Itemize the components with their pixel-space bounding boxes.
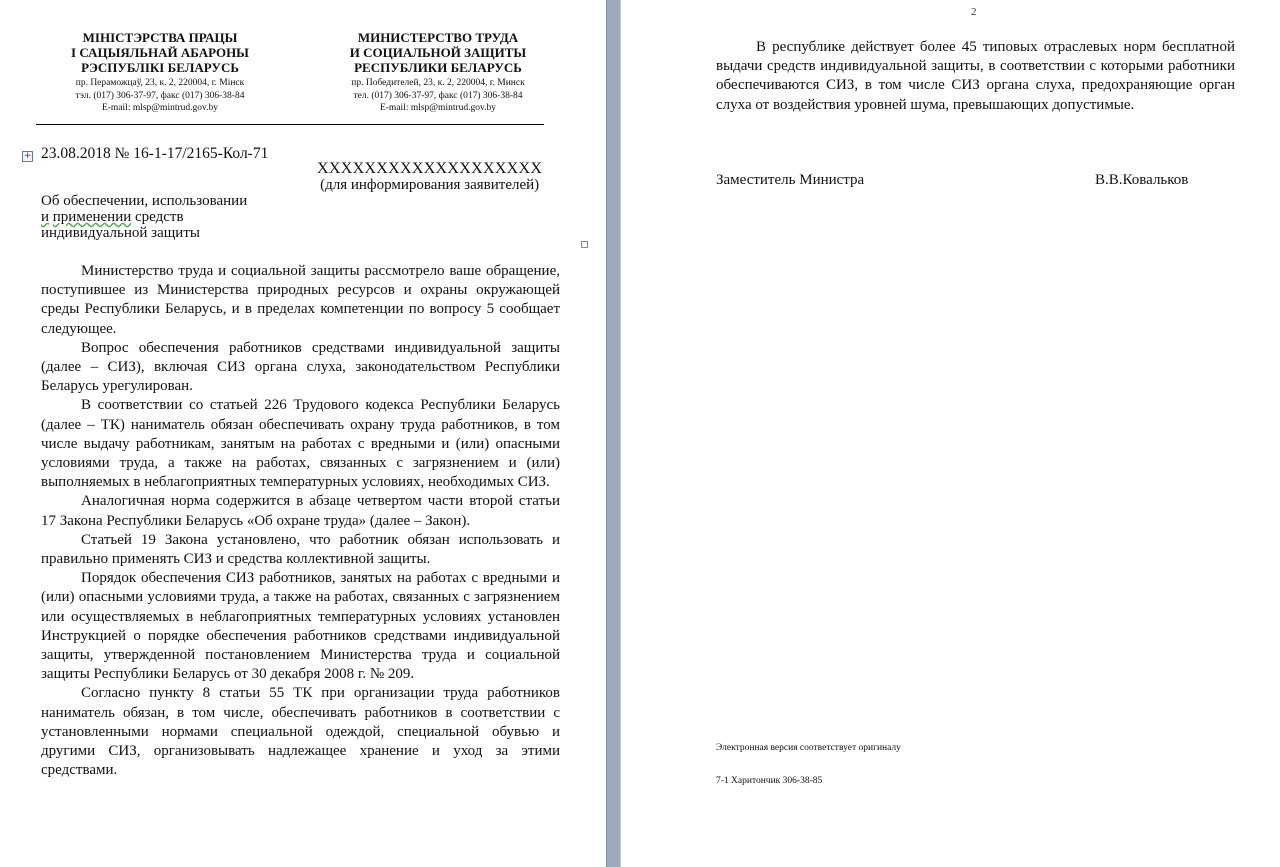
ministry-address: пр. Пераможцаў, 23, к. 2, 220004, г. Мінск xyxy=(75,78,245,88)
body-paragraph: Вопрос обеспечения работников средствами индивидуальной защиты (далее – СИЗ), включая СИЗ органа слуха, законодательством Республики Беларусь урегулирован. xyxy=(41,339,560,395)
signatory-name: В.В.Ковальков xyxy=(1095,172,1189,188)
ministry-phone: тэл. (017) 306-37-97, факс (017) 306-38-84 xyxy=(75,90,245,101)
body-paragraph: Порядок обеспечения СИЗ работников, занятых на работах с вредными и (или) опасными условиями труда, а также на работах, связанных с загрязнением или осуществляемых в неблагоприятных температурных условиях установлен Инструкцией о порядке обеспечения работников средствами индивидуальной защиты, утвержденной постановлением Министерства труда и социальной защиты Республики Беларусь от 30 декабря 2008 г. № 209. xyxy=(41,570,560,683)
table-move-handle-icon[interactable]: + xyxy=(23,151,32,161)
body-paragraph: Согласно пункту 8 статьи 55 ТК при организации труда работников наниматель обязан, в том числе, обеспечивать работников в соответствии с установленными нормами специальной одеждой, специальной обувью и другими СИЗ, организовывать надлежащее хранение и уход за этими средствами. xyxy=(41,685,560,779)
letterhead-russian xyxy=(318,30,558,115)
document-page-1 xyxy=(0,0,606,867)
letter-subject xyxy=(41,193,286,241)
document-reference-number: 23.08.2018 № 16-1-17/2165-Кол-71 xyxy=(41,145,269,162)
spellcheck-flagged-word[interactable]: и xyxy=(41,209,50,225)
ministry-name-line: РЭСПУБЛІКІ БЕЛАРУСЬ xyxy=(81,60,239,75)
ministry-name-line: І САЦЫЯЛЬНАЙ АБАРОНЫ xyxy=(71,45,249,60)
body-paragraph: Министерство труда и социальной защиты рассмотрело ваше обращение, поступившее из Министерства природных ресурсов и охраны окружающей среды Республики Беларусь, и в пределах компетенции по вопросу 5 сообщает следующее. xyxy=(41,263,560,337)
subject-word: средств xyxy=(135,209,184,225)
addressee-block xyxy=(317,160,542,194)
subject-line: Об обеспечении, использовании xyxy=(41,193,248,209)
ministry-email: E-mail: mlsp@mintrud.gov.by xyxy=(101,103,219,113)
subject-line xyxy=(41,209,286,225)
document-page-2 xyxy=(621,0,1280,867)
executor-contact-note: 7-1 Харитончик 306-38-85 xyxy=(716,776,823,786)
page-number: 2 xyxy=(971,6,977,18)
signatory-title: Заместитель Министра xyxy=(716,172,865,188)
body-paragraph: В республике действует более 45 типовых отраслевых норм бесплатной выдачи средств индивидуальной защиты, в соответствии с которыми работники обеспечиваются СИЗ, в том числе СИЗ органа слуха, предохраняющие орган слуха от воздействия уровней шума, превышающих допустимые. xyxy=(716,39,1235,113)
letterhead-belarusian xyxy=(40,30,280,115)
subject-line: индивидуальной защиты xyxy=(41,225,200,241)
spellcheck-flagged-word[interactable]: применении xyxy=(52,209,132,225)
ministry-name-line: МІНІСТЭРСТВА ПРАЦЫ xyxy=(82,30,238,45)
letterhead-divider xyxy=(36,124,544,125)
body-paragraph: В соответствии со статьей 226 Трудового кодекса Республики Беларусь (далее – ТК) наниматель обязан обеспечивать охрану труда работников, в том числе выдачу работникам, занятым на работах с вредными и (или) опасными условиями труда, а также на работах, связанных с загрязнением и (или) выполняемых в неблагоприятных температурных условиях, необходимых СИЗ. xyxy=(41,397,560,491)
addressee-note: (для информирования заявителей) xyxy=(320,177,540,193)
ministry-email: E-mail: mlsp@mintrud.gov.by xyxy=(379,103,497,113)
electronic-version-note: Электронная версия соответствует оригиналу xyxy=(716,743,901,753)
page-separator xyxy=(606,0,621,867)
text-boundary-marker xyxy=(581,241,588,248)
ministry-name-line: РЕСПУБЛИКИ БЕЛАРУСЬ xyxy=(354,60,522,75)
letter-body xyxy=(41,262,560,780)
body-paragraph: Статьей 19 Закона установлено, что работник обязан использовать и правильно применять СИЗ и средства коллективной защиты. xyxy=(41,531,560,568)
ministry-address: пр. Победителей, 23, к. 2, 220004, г. Минск xyxy=(351,78,525,88)
ministry-name-line: И СОЦИАЛЬНОЙ ЗАЩИТЫ xyxy=(349,45,527,60)
letter-body-continued xyxy=(716,38,1235,115)
ministry-phone: тел. (017) 306-37-97, факс (017) 306-38-84 xyxy=(353,90,523,101)
addressee-name: XXXXXXXXXXXXXXXXXXX xyxy=(317,160,543,177)
body-paragraph: Аналогичная норма содержится в абзаце четвертом части второй статьи 17 Закона Республики Беларусь «Об охране труда» (далее – Закон). xyxy=(41,493,560,529)
ministry-name-line: МИНИСТЕРСТВО ТРУДА xyxy=(357,30,519,45)
